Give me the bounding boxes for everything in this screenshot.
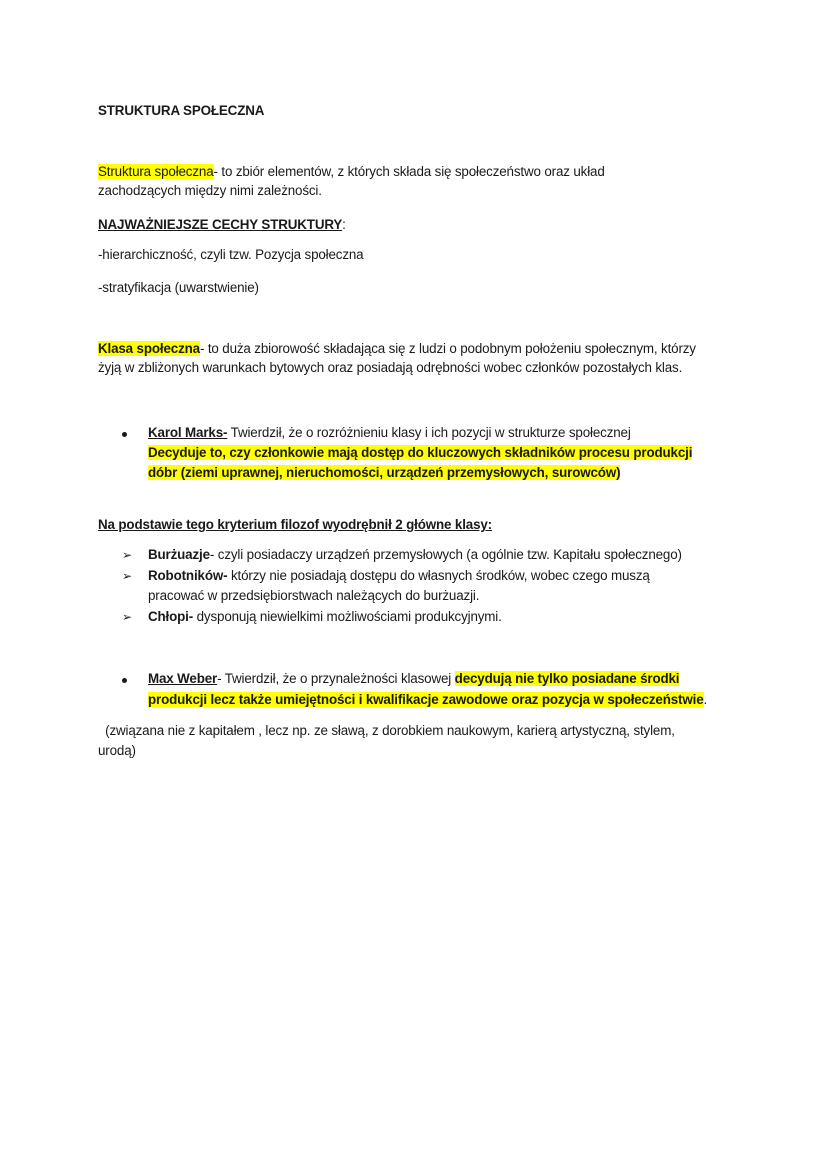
marks-highlight: dóbr (ziemi uprawnej, nieruchomości, urządzeń przemysłowych, surowców) xyxy=(148,465,621,480)
class-item xyxy=(148,567,650,585)
period: . xyxy=(703,692,708,707)
term-highlight: Klasa społeczna xyxy=(98,341,200,356)
term-highlight: Struktura społeczna xyxy=(98,164,214,179)
classes-heading: Na podstawie tego kryterium filozof wyodrębnił 2 główne klasy: xyxy=(98,517,492,532)
weber-line1 xyxy=(148,670,679,688)
definition-text: - to zbiór elementów, z których składa się społeczeństwo oraz układ xyxy=(213,164,605,179)
definition-class-line1 xyxy=(98,340,696,358)
weber-highlight: decydują nie tylko posiadane środki xyxy=(454,671,680,686)
arrow-bullet-icon: ➢ xyxy=(122,548,132,562)
definition-class-line2: żyją w zbliżonych warunkach bytowych oraz posiadają odrębności wobec członków pozostałych klas. xyxy=(98,360,683,375)
class-term: Robotników- xyxy=(148,568,228,583)
class-item xyxy=(148,546,682,564)
definition-structure-line1 xyxy=(98,163,605,181)
note-line2: urodą) xyxy=(98,743,136,758)
note-line1: (związana nie z kapitałem , lecz np. ze sławą, z dorobkiem naukowym, karierą artystyczną, stylem, xyxy=(98,723,675,738)
marks-line1 xyxy=(148,424,631,442)
weber-line2 xyxy=(148,691,707,709)
class-term: Burżuazje xyxy=(148,547,210,562)
arrow-bullet-icon: ➢ xyxy=(122,569,132,583)
weber-highlight: produkcji lecz także umiejętności i kwalifikacje zawodowe oraz pozycja w społeczeństwie xyxy=(148,692,704,707)
features-heading-text: NAJWAŻNIEJSZE CECHY STRUKTURY xyxy=(98,217,343,232)
feature-item: -hierarchiczność, czyli tzw. Pozycja społeczna xyxy=(98,247,364,262)
marks-name: Karol Marks- xyxy=(148,425,228,440)
marks-line3 xyxy=(148,464,620,482)
weber-text: - Twierdził, że o przynależności klasowej xyxy=(217,671,455,686)
marks-highlight: Decyduje to, czy członkowie mają dostęp do kluczowych składników procesu produkcji xyxy=(148,445,693,460)
colon: : xyxy=(342,217,346,232)
definition-text: - to duża zbiorowość składająca się z ludzi o podobnym położeniu społecznym, którzy xyxy=(199,341,696,356)
feature-item: -stratyfikacja (uwarstwienie) xyxy=(98,280,259,295)
class-term: Chłopi- xyxy=(148,609,194,624)
class-text: - czyli posiadaczy urządzeń przemysłowych (a ogólnie tzw. Kapitału społecznego) xyxy=(209,547,682,562)
bullet-icon xyxy=(122,678,127,683)
class-item xyxy=(148,608,502,626)
page-title: STRUKTURA SPOŁECZNA xyxy=(98,103,265,118)
definition-structure-line2: zachodzących między nimi zależności. xyxy=(98,183,322,198)
marks-line2 xyxy=(148,444,692,462)
features-heading xyxy=(98,216,346,234)
bullet-icon xyxy=(122,432,127,437)
marks-text: Twierdził, że o rozróżnieniu klasy i ich pozycji w strukturze społecznej xyxy=(227,425,631,440)
weber-name: Max Weber xyxy=(148,671,218,686)
class-item-continued: pracować w przedsiębiorstwach należących do burżuazji. xyxy=(148,588,480,603)
arrow-bullet-icon: ➢ xyxy=(122,610,132,624)
class-text: którzy nie posiadają dostępu do własnych środków, wobec czego muszą xyxy=(227,568,650,583)
class-text: dysponują niewielkimi możliwościami produkcyjnymi. xyxy=(193,609,502,624)
